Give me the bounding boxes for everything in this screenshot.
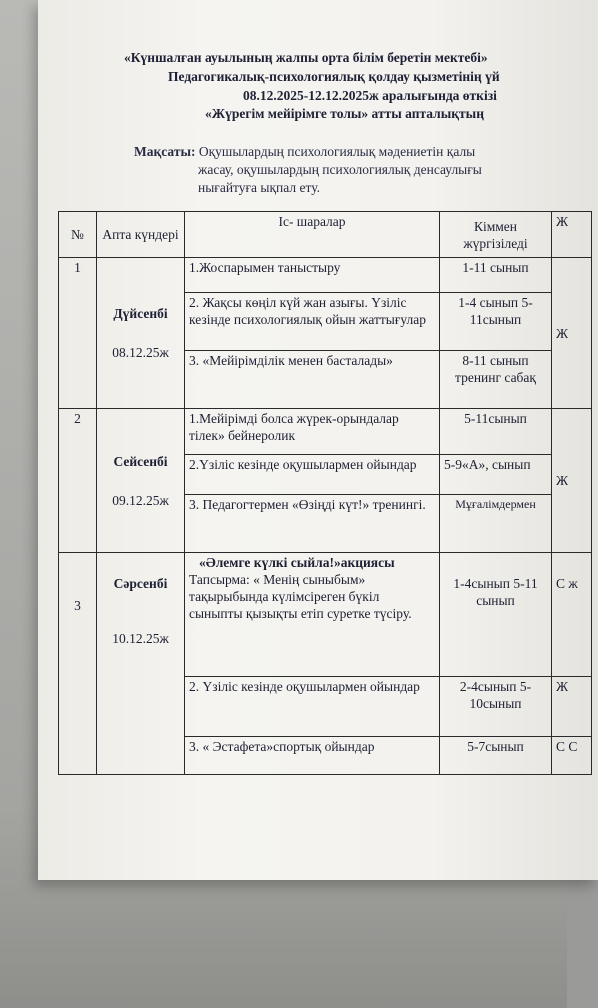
- day-2-date: 09.12.25ж: [112, 492, 169, 508]
- day-1-name: Дүйсенбі: [113, 306, 168, 321]
- aim-label: Мақсаты:: [134, 144, 196, 159]
- day-2-no: 2: [59, 409, 97, 553]
- table-row: [59, 258, 592, 293]
- day-2-name: Сейсенбі: [113, 453, 168, 469]
- day-3-cell: [97, 553, 185, 775]
- document-page: [38, 0, 598, 880]
- day-2-event-2: 2.Үзіліс кезінде оқушылармен ойындар: [185, 455, 440, 495]
- schedule-table: [58, 211, 592, 775]
- header-line-2: Педагогикалық-психологиялық қолдау қызметінің үй: [168, 69, 500, 84]
- day-3-resp-1: С ж: [552, 553, 592, 677]
- day-1-who-2: 1-4 сынып 5-11сынып: [440, 293, 552, 351]
- day-1-who-1: 1-11 сынып: [440, 258, 552, 293]
- aim-text-1: Оқушылардың психологиялық мәдениетін қалы: [198, 144, 476, 159]
- header-day: Апта күндері: [97, 212, 185, 258]
- day-3-no: 3: [59, 553, 97, 775]
- day-3-event-1: [185, 553, 440, 677]
- day-3-who-2: 2-4сынып 5-10сынып: [440, 677, 552, 737]
- header-line-4: «Жүрегім мейірімге толы» атты апталықтың: [205, 106, 484, 121]
- day-1-resp: Ж: [552, 258, 592, 409]
- header-who: Кіммен жүргізіледі: [440, 212, 552, 258]
- day-1-who-3: 8-11 сынып тренинг сабақ: [440, 351, 552, 409]
- day-2-who-3: Мұғалімдермен: [440, 495, 552, 553]
- day-1-cell: [97, 258, 185, 409]
- day-2-who-2: 5-9«А», сынып: [440, 455, 552, 495]
- day-2-resp: Ж: [552, 409, 592, 553]
- day-1-event-2: 2. Жақсы көңіл күй жан азығы. Үзіліс кезінде психологиялық ойын жаттығулар: [185, 293, 440, 351]
- day-3-who-1: 1-4сынып 5-11 сынып: [440, 553, 552, 677]
- day-3-resp-3: С С: [552, 737, 592, 775]
- day-3-who-3: 5-7сынып: [440, 737, 552, 775]
- day-3-date: 10.12.25ж: [112, 631, 169, 646]
- table-header-row: [59, 212, 592, 258]
- day-3-event-2: 2. Үзіліс кезінде оқушылармен ойындар: [185, 677, 440, 737]
- day-2-who-1: 5-11сынып: [440, 409, 552, 455]
- table-row: [59, 409, 592, 455]
- day-2-event-3: 3. Педагогтермен «Өзіңді күт!» тренингі.: [185, 495, 440, 553]
- day-3-resp-2: Ж: [552, 677, 592, 737]
- table-row: [59, 553, 592, 677]
- day-1-event-3: 3. «Мейірімділік менен басталады»: [185, 351, 440, 409]
- day-1-event-1: 1.Жоспарымен таныстыру: [185, 258, 440, 293]
- aim-line-3: нығайтуға ықпал ету.: [198, 180, 320, 195]
- header-resp: Ж: [552, 212, 592, 258]
- header-events: Іс- шаралар: [185, 212, 440, 258]
- day-3-event-1-title: «Әлемге күлкі сыйла!»акциясы: [199, 555, 395, 570]
- day-3-name: Сәрсенбі: [113, 576, 168, 591]
- aim-line-1: [134, 144, 475, 160]
- day-2-cell: [97, 409, 185, 553]
- aim-line-2: жасау, оқушылардың психологиялық денсаулығы: [198, 162, 482, 177]
- day-3-event-3: 3. « Эстафета»спортық ойындар: [185, 737, 440, 775]
- day-2-event-1: 1.Мейірімді болса жүрек-орындалар тілек» бейнеролик: [185, 409, 440, 455]
- day-1-date: 08.12.25ж: [112, 345, 169, 360]
- day-3-event-1-text: Тапсырма: « Менің сыныбым» тақырыбында күлімсіреген бүкіл сыныпты қызықты етіп суретке түсіру.: [189, 572, 412, 621]
- header-no: №: [59, 212, 97, 258]
- header-line-1: «Күншалған ауылының жалпы орта білім беретін мектебі»: [124, 50, 488, 65]
- day-1-no: 1: [59, 258, 97, 409]
- header-line-3: 08.12.2025-12.12.2025ж аралығында өткізі: [243, 88, 497, 103]
